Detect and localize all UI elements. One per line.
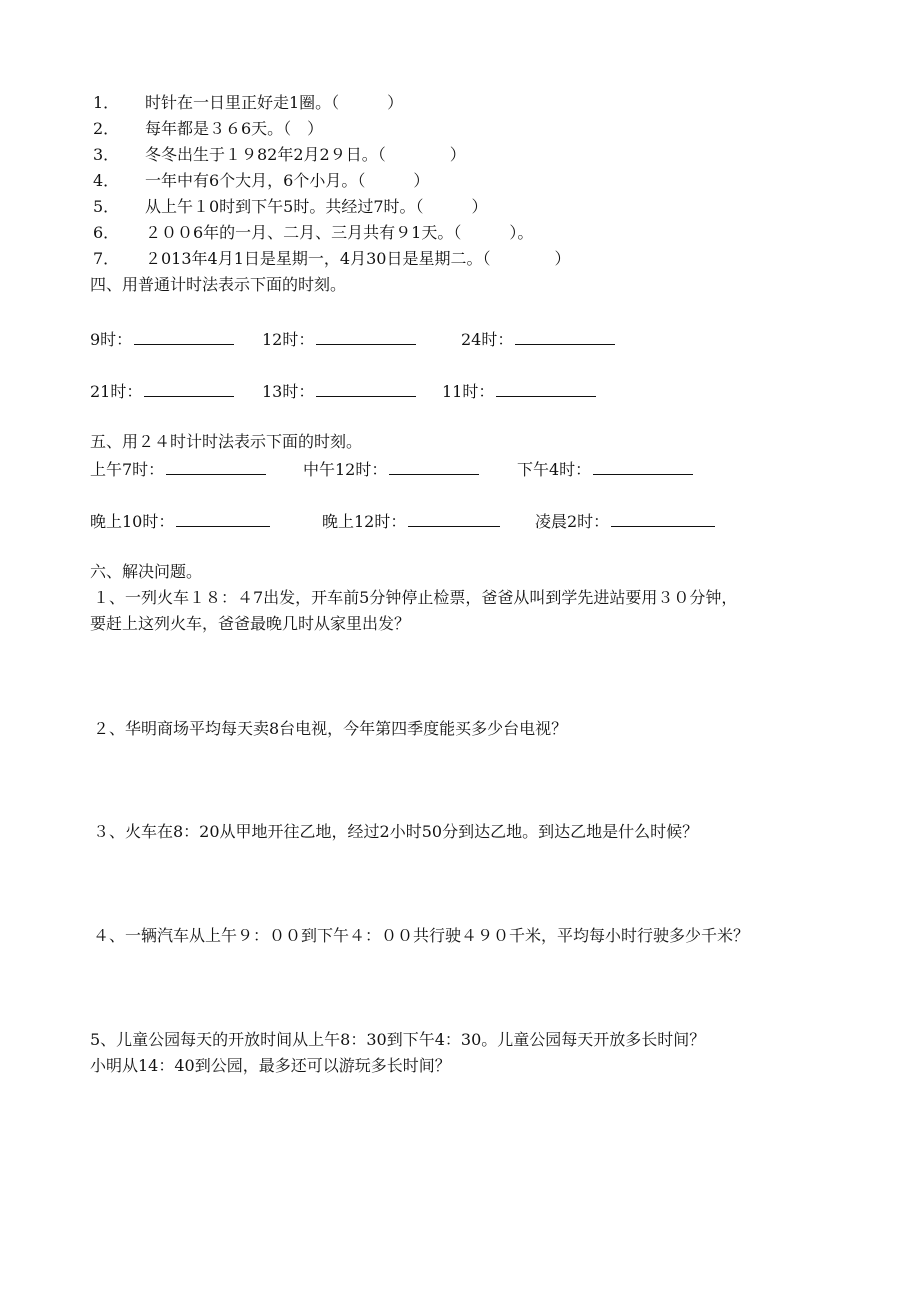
s5-field-afternoon-4[interactable] xyxy=(517,458,693,480)
answer-blank[interactable] xyxy=(316,328,416,345)
tf-item-number: 5． xyxy=(93,197,120,216)
s4-field-24h[interactable] xyxy=(461,328,615,350)
field-label: 晚上10时： xyxy=(90,512,175,531)
field-label: 凌晨2时： xyxy=(535,512,610,531)
field-label: 9时： xyxy=(90,330,133,349)
s4-field-13h[interactable] xyxy=(262,380,416,402)
tf-item-text: ２013年4月1日是星期一，4月30日是星期二。（ ） xyxy=(145,249,571,268)
field-label: 中午12时： xyxy=(303,460,388,479)
s5-field-morning-7[interactable] xyxy=(90,458,266,480)
tf-item-number: 1． xyxy=(93,93,120,112)
problem-5-line-1: 5、儿童公园每天的开放时间从上午8：30到下午4：30。儿童公园每天开放多长时间？ xyxy=(90,1030,706,1049)
field-label: 下午4时： xyxy=(517,460,592,479)
field-label: 上午7时： xyxy=(90,460,165,479)
answer-blank[interactable] xyxy=(144,380,234,397)
field-label: 13时： xyxy=(262,382,315,401)
answer-blank[interactable] xyxy=(496,380,596,397)
problem-5-line-2: 小明从14：40到公园，最多还可以游玩多长时间？ xyxy=(90,1056,451,1075)
tf-item-text: 冬冬出生于１９82年2月2９日。（ ） xyxy=(145,145,466,164)
tf-item-number: 7． xyxy=(93,249,120,268)
answer-blank[interactable] xyxy=(515,328,615,345)
answer-blank[interactable] xyxy=(134,328,234,345)
answer-blank[interactable] xyxy=(593,458,693,475)
answer-blank[interactable] xyxy=(611,510,715,527)
answer-blank[interactable] xyxy=(389,458,479,475)
tf-item-2 xyxy=(93,119,323,139)
tf-item-number: 4． xyxy=(93,171,120,190)
s5-field-dawn-2[interactable] xyxy=(535,510,715,532)
section-5-title: 五、用２４时计时法表示下面的时刻。 xyxy=(90,432,363,451)
field-label: 24时： xyxy=(461,330,514,349)
s5-field-evening-12[interactable] xyxy=(322,510,500,532)
problem-2: ２、华明商场平均每天卖8台电视，今年第四季度能买多少台电视？ xyxy=(93,719,568,738)
field-label: 晚上12时： xyxy=(322,512,407,531)
tf-item-6 xyxy=(93,223,533,243)
section-6-title: 六、解决问题。 xyxy=(90,562,203,581)
answer-blank[interactable] xyxy=(176,510,270,527)
tf-item-text: ２００6年的一月、二月、三月共有９1天。（ ）。 xyxy=(145,223,534,242)
tf-item-4 xyxy=(93,171,429,191)
tf-item-text: 一年中有6个大月，6个小月。（ ） xyxy=(145,171,430,190)
s4-field-12h[interactable] xyxy=(262,328,416,350)
tf-item-5 xyxy=(93,197,488,217)
answer-blank[interactable] xyxy=(316,380,416,397)
tf-item-7 xyxy=(93,249,570,269)
s4-field-9h[interactable] xyxy=(90,328,234,350)
problem-4: ４、一辆汽车从上午９：００到下午４：００共行驶４９０千米，平均每小时行驶多少千米？ xyxy=(93,926,750,945)
field-label: 11时： xyxy=(442,382,495,401)
s4-field-21h[interactable] xyxy=(90,380,234,402)
tf-item-text: 时针在一日里正好走1圈。（ ） xyxy=(145,93,404,112)
tf-item-text: 从上午１0时到下午5时。共经过7时。（ ） xyxy=(145,197,488,216)
s5-field-evening-10[interactable] xyxy=(90,510,270,532)
problem-3: ３、火车在8：20从甲地开往乙地，经过2小时50分到达乙地。到达乙地是什么时候？ xyxy=(93,822,699,841)
tf-item-number: 6． xyxy=(93,223,120,242)
tf-item-3 xyxy=(93,145,466,165)
tf-item-1 xyxy=(93,93,403,113)
tf-item-text: 每年都是３６6天。（ ） xyxy=(145,119,324,138)
s4-field-11h[interactable] xyxy=(442,380,596,402)
problem-1-line-2: 要赶上这列火车，爸爸最晚几时从家里出发？ xyxy=(90,614,411,633)
problem-1-line-1: １、一列火车１８：４7出发，开车前5分钟停止检票，爸爸从叫到学先进站要用３０分钟， xyxy=(93,588,738,607)
tf-item-number: 3． xyxy=(93,145,120,164)
field-label: 21时： xyxy=(90,382,143,401)
answer-blank[interactable] xyxy=(408,510,500,527)
s5-field-noon-12[interactable] xyxy=(303,458,479,480)
section-4-title: 四、用普通计时法表示下面的时刻。 xyxy=(90,275,347,294)
field-label: 12时： xyxy=(262,330,315,349)
answer-blank[interactable] xyxy=(166,458,266,475)
tf-item-number: 2． xyxy=(93,119,120,138)
